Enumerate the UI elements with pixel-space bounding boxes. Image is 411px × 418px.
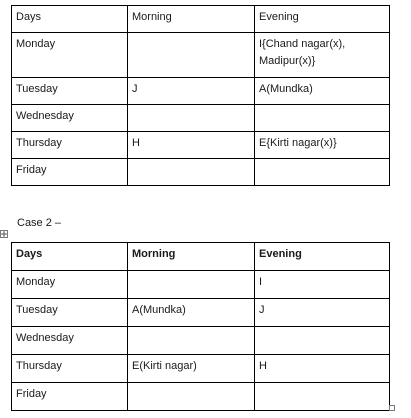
cell-morning xyxy=(128,159,255,186)
header-morning: Morning xyxy=(128,243,255,271)
cell-day: Thursday xyxy=(12,355,128,383)
resize-square-icon[interactable] xyxy=(389,405,395,411)
cell-day: Monday xyxy=(12,33,128,78)
cell-morning xyxy=(128,105,255,132)
cell-day: Thursday xyxy=(12,132,128,159)
cell-day: Tuesday xyxy=(12,78,128,105)
table-row xyxy=(12,132,390,159)
header-morning: Morning xyxy=(128,6,255,33)
cell-morning xyxy=(128,383,255,411)
cell-evening: H xyxy=(255,355,390,383)
header-evening: Evening xyxy=(255,243,390,271)
cell-morning xyxy=(128,33,255,78)
cell-morning: A(Mundka) xyxy=(128,299,255,327)
cell-evening: J xyxy=(255,299,390,327)
table-row xyxy=(12,33,390,78)
table-row xyxy=(12,105,390,132)
table-header-row xyxy=(12,6,390,33)
cell-evening-line-2: Madipur(x)} xyxy=(259,55,316,67)
cell-morning xyxy=(128,327,255,355)
cell-morning xyxy=(128,271,255,299)
cell-morning: J xyxy=(128,78,255,105)
cell-evening xyxy=(255,159,390,186)
cell-evening-line-1: I{Chand nagar(x), xyxy=(259,38,346,50)
cell-morning: H xyxy=(128,132,255,159)
table-row xyxy=(12,159,390,186)
schedule-table-case-2 xyxy=(11,242,390,411)
cell-evening: I xyxy=(255,271,390,299)
cell-evening xyxy=(255,33,390,78)
cell-day: Tuesday xyxy=(12,299,128,327)
table-row xyxy=(12,327,390,355)
cell-evening: A(Mundka) xyxy=(255,78,390,105)
schedule-table-case-1 xyxy=(11,5,390,186)
table-row xyxy=(12,355,390,383)
header-evening: Evening xyxy=(255,6,390,33)
cell-day: Friday xyxy=(12,159,128,186)
header-days: Days xyxy=(12,243,128,271)
table-row xyxy=(12,299,390,327)
table-row xyxy=(12,271,390,299)
header-days: Days xyxy=(12,6,128,33)
table-row xyxy=(12,78,390,105)
case-2-label: Case 2 – xyxy=(17,217,62,229)
table-row xyxy=(12,383,390,411)
cell-morning: E(Kirti nagar) xyxy=(128,355,255,383)
cell-evening xyxy=(255,105,390,132)
cell-evening xyxy=(255,327,390,355)
table-header-row xyxy=(12,243,390,271)
cell-day: Wednesday xyxy=(12,105,128,132)
cell-day: Monday xyxy=(12,271,128,299)
cell-evening: E{Kirti nagar(x)} xyxy=(255,132,390,159)
move-cross-icon[interactable] xyxy=(0,230,8,238)
cell-day: Friday xyxy=(12,383,128,411)
cell-evening xyxy=(255,383,390,411)
cell-day: Wednesday xyxy=(12,327,128,355)
